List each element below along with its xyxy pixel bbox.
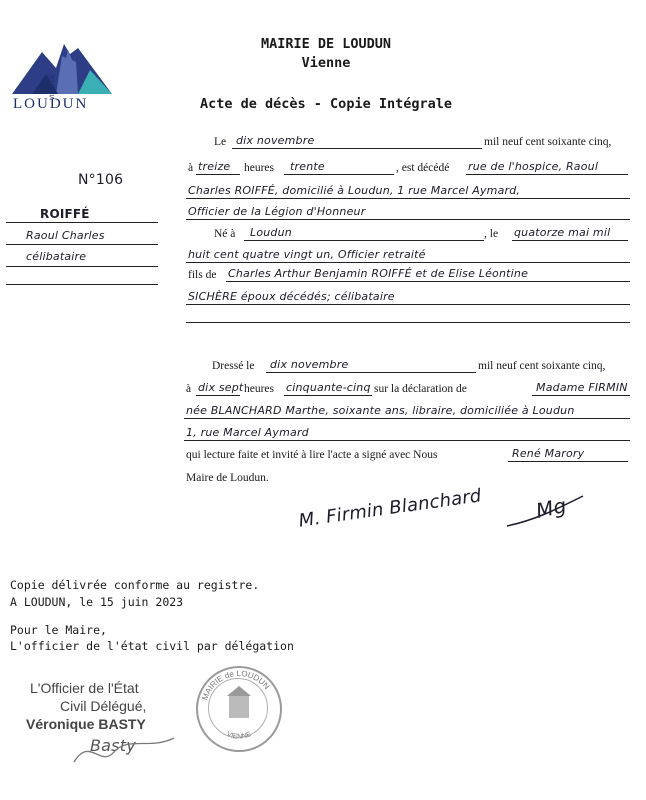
- label-le: Le: [214, 136, 227, 148]
- label-a: à: [188, 162, 194, 174]
- declarant-address: 1, rue Marcel Aymard: [186, 426, 309, 439]
- mayor-name: René Marory: [512, 447, 585, 460]
- officer-delegation: L'officier de l'état civil par délégation: [10, 639, 294, 653]
- label-dresse-le: Dressé le: [212, 360, 255, 372]
- death-hour: treize: [198, 160, 231, 173]
- mayor-title: Maire de Loudun.: [186, 472, 269, 484]
- seal-top-text: MAIRIE de LOUDUN: [200, 668, 272, 702]
- seal-bottom-text: VIENNE: [225, 731, 253, 741]
- mayor-signature-stroke-icon: [505, 490, 585, 530]
- declarant-details: née BLANCHARD Marthe, soixante ans, libraire, domiciliée à Loudun: [186, 404, 575, 417]
- label-a-2: à: [186, 383, 192, 395]
- logo-wordmark: LOUDUN: [13, 96, 89, 112]
- seal-text-ring-icon: [196, 666, 282, 752]
- copy-conformity: Copie délivrée conforme au registre.: [10, 578, 260, 592]
- birthdate: quatorze mai mil: [514, 226, 611, 239]
- margin-status: célibataire: [26, 250, 87, 263]
- deceased-line: Charles ROIFFÉ, domicilié à Loudun, 1 rue Marcel Aymard,: [188, 184, 521, 197]
- drawn-minutes: cinquante-cinq: [286, 381, 371, 394]
- officer-signature-stroke-icon: [70, 732, 180, 772]
- label-est-decede: , est décédé: [396, 162, 450, 174]
- department: Vienne: [301, 55, 351, 71]
- officer-stamp-line1: L'Officier de l'État: [30, 680, 139, 696]
- copy-place-date: A LOUDUN, le 15 juin 2023: [10, 595, 184, 609]
- label-fils-de: fils de: [188, 269, 217, 281]
- death-minutes: trente: [290, 160, 325, 173]
- officer-stamp-line3: Véronique BASTY: [26, 716, 146, 732]
- officer-signature: Basty: [90, 736, 136, 755]
- mairie-title: MAIRIE DE LOUDUN: [260, 36, 392, 52]
- label-lecture: qui lecture faite et invité à lire l'acte a signé avec Nous: [186, 449, 438, 461]
- label-le-birth: , le: [484, 228, 499, 240]
- pour-le-maire: Pour le Maire,: [10, 623, 107, 637]
- parents-status: SICHÈRE époux décédés; célibataire: [188, 290, 395, 303]
- label-heures: heures: [244, 162, 275, 174]
- death-year: mil neuf cent soixante cinq,: [484, 136, 612, 148]
- label-heures-2: heures: [244, 383, 275, 395]
- act-number: N°106: [78, 172, 124, 188]
- margin-given-names: Raoul Charles: [26, 229, 105, 242]
- declarant-signature: M. Firmin Blanchard: [297, 485, 483, 532]
- birth-year-occupation: huit cent quatre vingt un, Officier retraité: [188, 248, 426, 261]
- parents: Charles Arthur Benjamin ROIFFÉ et de Elise Léontine: [228, 267, 529, 280]
- label-ne-a: Né à: [214, 228, 236, 240]
- death-day: dix novembre: [236, 134, 315, 147]
- drawn-hour: dix sept: [198, 381, 244, 394]
- birthplace: Loudun: [250, 226, 292, 239]
- margin-surname: ROIFFÉ: [40, 207, 90, 221]
- mayor-signature: Mg: [533, 493, 569, 523]
- logo-small-text: VILLE DE: [50, 73, 57, 101]
- declarant-name: Madame FIRMIN: [536, 381, 628, 394]
- officer-stamp-line2: Civil Délégué,: [60, 698, 147, 714]
- deceased-honours: Officier de la Légion d'Honneur: [188, 205, 366, 218]
- drawn-day: dix novembre: [270, 358, 349, 371]
- label-declaration: sur la déclaration de: [374, 383, 467, 395]
- death-place: rue de l'hospice, Raoul: [468, 160, 599, 173]
- drawn-year: mil neuf cent soixante cinq,: [478, 360, 606, 372]
- document-title: Acte de décès - Copie Intégrale: [200, 96, 452, 112]
- svg-text:VIENNE: [226, 731, 253, 741]
